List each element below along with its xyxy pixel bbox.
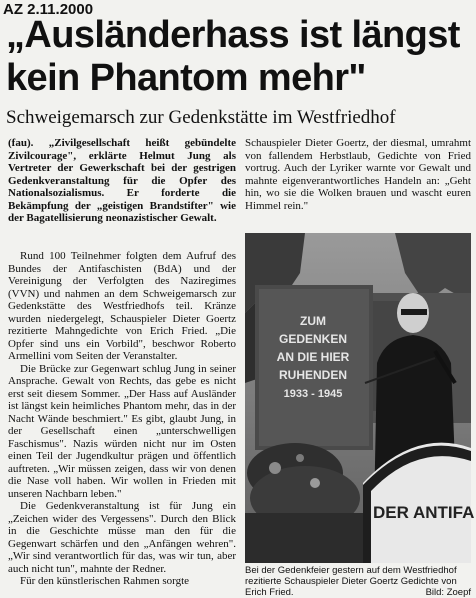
body-paragraph: Rund 100 Teilnehmer folgten dem Aufruf des Bundes der Antifaschisten (BdA) und der Vereinigung der Verfolgten des Naziregimes (VVN) und nahmen an dem Schweigemarsch zur Gedenkstätte des Westfriedhofs teil. Kränze wurden niedergelegt, Schauspieler Dieter Goertz rezitierte Mahngedichte von Erich Fried. „Die Opfer sind uns ein Vorbild", beschwor Roberto Armellini vom Seiten der Veranstalter. bbox=[8, 250, 236, 362]
body-paragraph: Die Brücke zur Gegenwart schlug Jung in seiner Ansprache. Gewalt von Rechts, das gebe es nicht erst seit diesem Sommer. „Der Hass auf Ausländer ist längst kein heimliches Phantom mehr, das in der Nacht Wände beschmiert." Es gibt, glaubt Jung, in der Gesellschaft einen „unterschwelligen Faschismus". Nazis würden nicht nur im Osten einen Teil der Jugendkultur prägen und öffentlich auftreten. „Wir müssen zeigen, dass wir von denen die Nase voll haben. Wir wollen in Frieden mit unseren Nachbarn leben." bbox=[8, 362, 236, 500]
memorial-line-1: ZUM bbox=[300, 314, 326, 328]
body-paragraph: Für den künstlerischen Rahmen sorgte bbox=[20, 575, 190, 587]
body-paragraph: Die Gedenkveranstaltung ist für Jung ein „Zeichen wider des Vergessens". Durch den Blick in die Geschichte müsse man den für die Gegenwart schärfen und den „Anfängen wehren". „Wir sind verantwortlich für das, was wir tun, aber auch nicht tun", mahnte der Redner. bbox=[8, 500, 236, 575]
publication-date: AZ 2.11.2000 bbox=[3, 1, 94, 18]
memorial-line-5: 1933 - 1945 bbox=[283, 388, 343, 400]
lead-paragraph: (fau). „Zivilgesellschaft heißt gebündelte Zivilcourage", erklärte Helmut Jung als Vertreter der Gewerkschaft bei der gestrigen Gedenkveranstaltung für die Opfer des Nationalsozialismus. Er forderte die Bekämpfung der „geistigen Brandstifter" wie der Bagatellisierung neonazistischer Gewalt. bbox=[8, 137, 236, 224]
photo-caption bbox=[245, 565, 471, 598]
headline: „Ausländerhass ist längst kein Phantom mehr" bbox=[6, 14, 460, 99]
memorial-line-3: AN DIE HIER bbox=[276, 350, 350, 364]
body-paragraph: Schauspieler Dieter Goertz, der diesmal, umrahmt von fallendem Herbstlaub, Gedichte von Fried vortrug. Auch der Lyriker warnte vor Gewalt und mahnte eigenverantwortliches Handeln an: „Geht hin, wo sie die Wolken brauen und wascht euren Himmel rein." bbox=[245, 137, 471, 212]
subheadline: Schweigemarsch zur Gedenkstätte im Westfriedhof bbox=[6, 107, 396, 128]
banner-text: DER ANTIFA bbox=[373, 503, 475, 522]
memorial-line-4: RUHENDEN bbox=[278, 368, 348, 382]
photo-credit: Bild: Zoepf bbox=[425, 587, 471, 598]
lead-column bbox=[8, 137, 236, 225]
caption-text: Bei der Gedenkfeier gestern auf dem Westfriedhof rezitierte Schauspieler Dieter Goertz Gedichte von Erich Fried. bbox=[245, 565, 457, 598]
body-column-left bbox=[8, 250, 236, 586]
body-column-right bbox=[245, 137, 471, 212]
memorial-line-2: GEDENKEN bbox=[278, 332, 348, 346]
memorial-photo bbox=[245, 233, 475, 563]
